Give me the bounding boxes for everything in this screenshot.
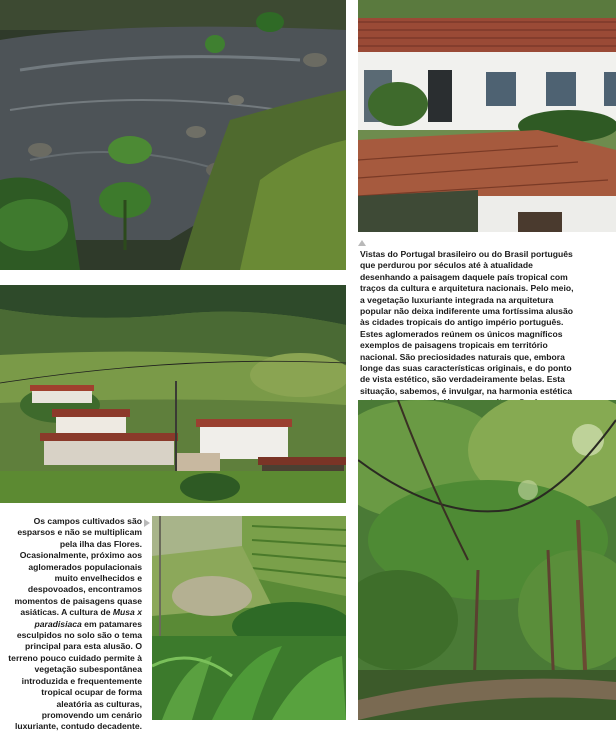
forest-photo: [358, 400, 616, 720]
caption-left-text: Os campos cultivados são esparsos e não se multiplicam pela ilha das Flores. Ocasionalmente, próximo aos aglomerados populacionais muito envelhecidos e despovoados, encontramos momentos de paisagens quase asiáticas. A cultura de: [14, 516, 142, 618]
triangle-up-icon: [358, 240, 366, 246]
caption-left: [4, 516, 142, 733]
terraces-photo: [152, 516, 346, 720]
triangle-right-icon: [144, 519, 150, 527]
house-roofs-photo: [358, 0, 616, 232]
river-photo: [0, 0, 346, 270]
caption-left-text-end: em patamares esculpidos no solo são o tema principal para esta alusão. O terreno pouco cuidado permite à vegetação subespontânea introduzida e frequentemente tropical ocupar de forma aleatória as culturas, promovendo um cenário luxuriante, contudo decadente.: [8, 618, 142, 732]
village-photo: [0, 285, 346, 503]
caption-right: Vistas do Portugal brasileiro ou do Brasil português que perdurou por séculos até à atualidade desenhando a paisagem daquele país tropical com traços da cultura e arquitetura nacionais. Pelo meio, a vegetação luxuriante integrada na arquitetura popular não deixa indiferente uma fortíssima alusão às cidades tropicais do antigo império português. Estes aglomerados reúnem os únicos magníficos exemplos de paisagens tropicais em território nacional. São preciosidades naturais que, embora longe das suas características originais, e do ponto de vista estético, são verdadeiramente belas. Esta situação, sabemos, é invulgar, na harmonia estética: [360, 249, 574, 396]
species-name: Musa x paradisiaca: [34, 607, 142, 629]
